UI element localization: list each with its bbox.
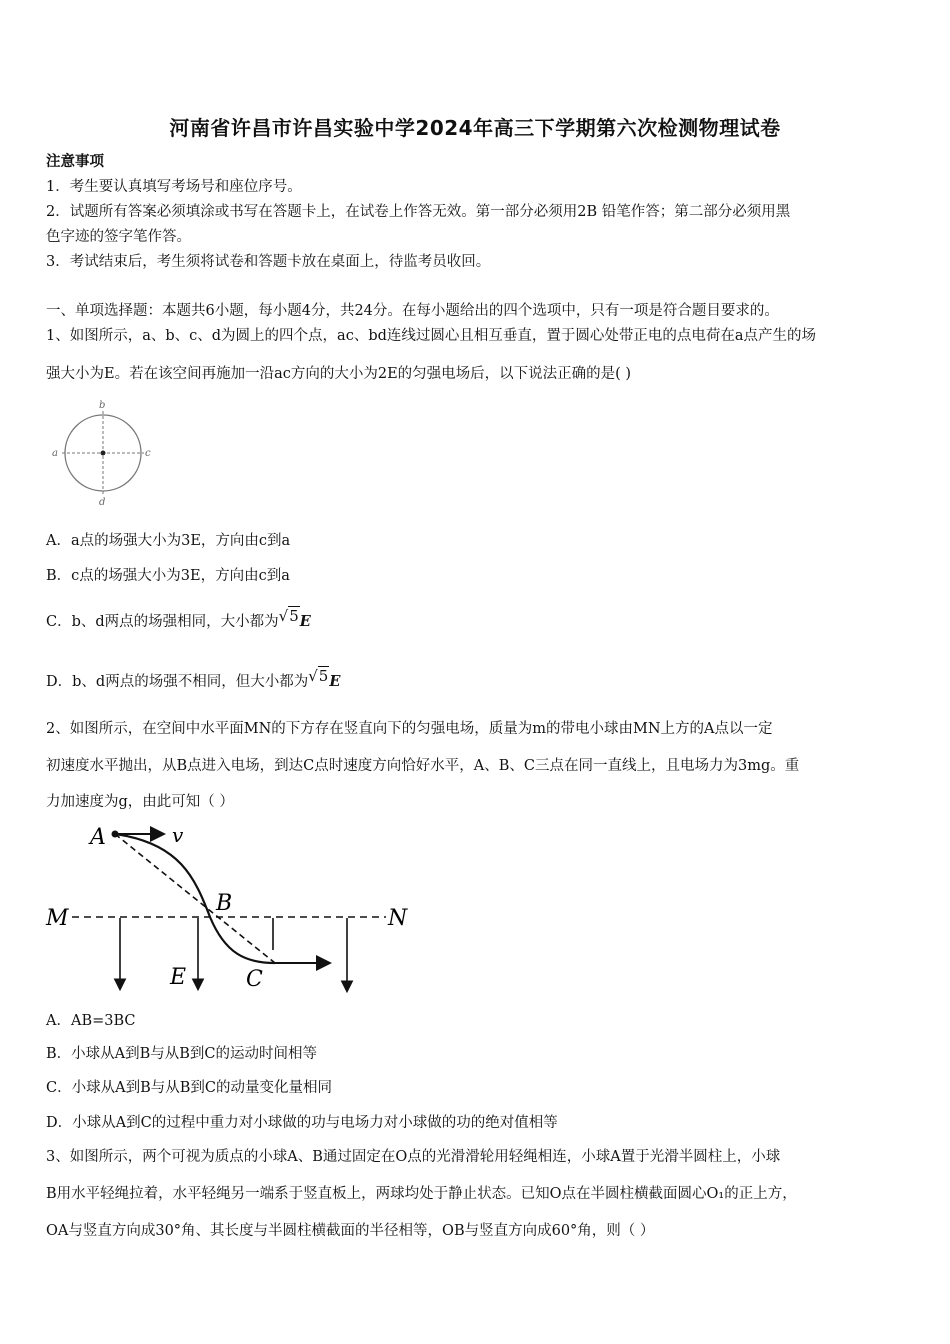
q3-stem: 3、如图所示，两个可视为质点的小球A、B通过固定在O点的光滑滑轮用轻绳相连，小球A置于光滑半圆柱上，小球 [46,1149,781,1165]
sqrt-suffix: E [329,673,341,690]
sqrt-expression: √5 [278,607,299,625]
q2-stem: 2、如图所示，在空间中水平面MN的下方存在竖直向下的匀强电场，质量为m的带电小球由MN上方的A点以一定 [46,721,773,737]
sqrt-expression: √5 [308,667,329,685]
q3-stem: B用水平轻绳拉着，水平轻绳另一端系于竖直板上，两球均处于静止状态。已知O点在半圆柱横截面圆心O₁的正上方， [46,1186,797,1202]
label-c: c [145,448,151,459]
notice-heading: 注意事项 [46,153,104,170]
q1-circle-figure [48,398,158,508]
label-M: M [46,906,69,931]
q1-option-a: A．a点的场强大小为3E，方向由c到a [46,533,291,549]
notice-item: 1．考生要认真填写考场号和座位序号。 [46,179,302,195]
radicand: 5 [318,667,329,685]
label-v: v [172,823,184,847]
label-B: B [216,891,233,916]
option-text: C．b、d两点的场强相同，大小都为 [46,614,279,630]
q2-option-a: A．AB=3BC [46,1013,136,1029]
q1-stem: 强大小为E。若在该空间再施加一沿ac方向的大小为2E的匀强电场后，以下说法正确的是( ) [46,366,632,382]
q1-stem: 1、如图所示，a、b、c、d为圆上的四个点，ac、bd连线过圆心且相互垂直，置于圆心处带正电的点电荷在a点产生的场 [46,328,817,344]
q1-option-c [46,607,908,632]
label-a: a [52,448,58,459]
label-N: N [388,906,408,931]
q2-stem: 初速度水平抛出，从B点进入电场，到达C点时速度方向恰好水平，A、B、C三点在同一直线上，且电场力为3mg。重 [46,758,800,774]
label-A: A [90,825,106,850]
q3-stem: OA与竖直方向成30°角、其长度与半圆柱横截面的半径相等，OB与竖直方向成60°角，则（ ） [46,1223,655,1239]
radicand: 5 [289,607,299,625]
center-charge [101,451,106,456]
notice-item: 2．试题所有答案必须填涂或书写在答题卡上，在试卷上作答无效。第一部分必须用2B 铅笔作答；第二部分必须用黑 [46,204,791,220]
q2-trajectory-figure [40,818,420,998]
q2-option-d: D．小球从A到C的过程中重力对小球做的功与电场力对小球做的功的绝对值相等 [46,1115,558,1131]
notice-item: 色字迹的签字笔作答。 [46,229,191,245]
label-C: C [246,967,263,992]
label-b: b [99,400,106,411]
label-d: d [99,497,106,508]
page-title: 河南省许昌市许昌实验中学2024年高三下学期第六次检测物理试卷 [169,116,781,140]
q2-option-c: C．小球从A到B与从B到C的动量变化量相同 [46,1080,332,1096]
q2-stem: 力加速度为g，由此可知（ ） [46,794,234,810]
q1-option-b: B．c点的场强大小为3E，方向由c到a [46,568,290,584]
option-text: D．b、d两点的场强不相同，但大小都为 [46,674,309,690]
notice-item: 3．考试结束后，考生须将试卷和答题卡放在桌面上，待监考员收回。 [46,254,491,270]
label-E: E [170,965,187,990]
sqrt-suffix: E [299,613,311,630]
q1-option-d [46,667,908,692]
q2-option-b: B．小球从A到B与从B到C的运动时间相等 [46,1046,318,1062]
section-heading: 一、单项选择题：本题共6小题，每小题4分，共24分。在每小题给出的四个选项中，只有一项是符合题目要求的。 [46,303,779,319]
line-ABC [115,834,275,963]
